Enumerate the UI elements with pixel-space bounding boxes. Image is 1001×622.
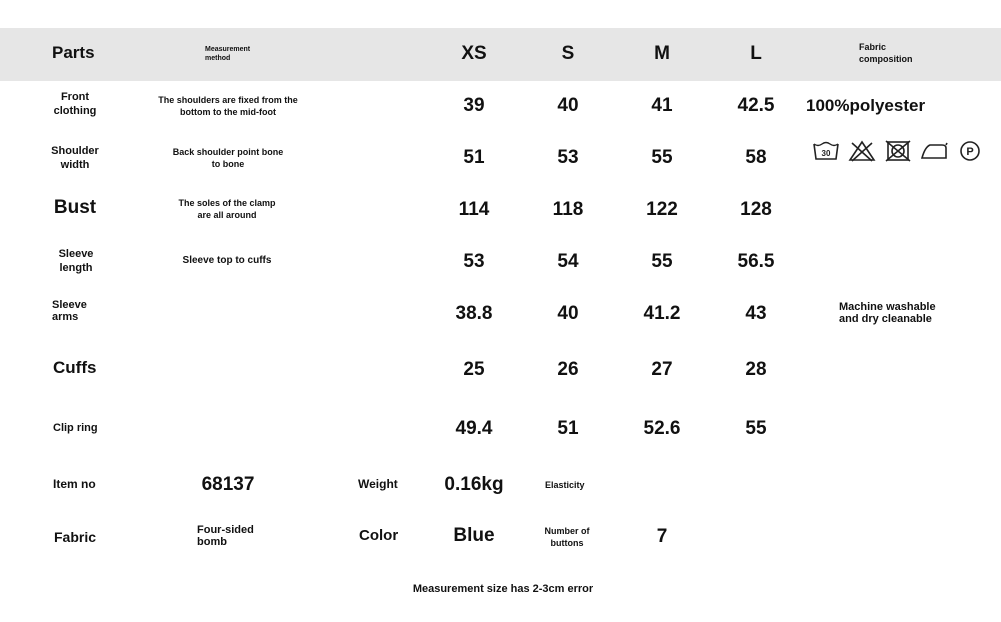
part-front-clothing: Front clothing bbox=[53, 91, 97, 117]
value-shoulder-width-s: 53 bbox=[557, 147, 579, 168]
value-shoulder-width-l: 58 bbox=[745, 147, 767, 168]
value-sleeve-arms-m: 41.2 bbox=[643, 303, 681, 324]
value-sleeve-length-l: 56.5 bbox=[737, 251, 775, 272]
value-sleeve-arms-xs: 38.8 bbox=[455, 303, 493, 324]
value-bust-s: 118 bbox=[552, 199, 584, 220]
value-sleeve-length-s: 54 bbox=[557, 251, 579, 272]
care-icons bbox=[812, 140, 984, 162]
care-note: Machine washable and dry cleanable bbox=[839, 301, 936, 325]
value-sleeve-arms-s: 40 bbox=[557, 303, 579, 324]
weight-label: Weight bbox=[358, 477, 398, 491]
method-shoulder-width: Back shoulder point bone to bone bbox=[172, 147, 284, 169]
value-front-clothing-m: 41 bbox=[651, 95, 673, 116]
part-cuffs: Cuffs bbox=[53, 358, 97, 377]
value-cuffs-l: 28 bbox=[745, 359, 767, 380]
value-sleeve-length-xs: 53 bbox=[463, 251, 485, 272]
footer-note: Measurement size has 2-3cm error bbox=[412, 583, 594, 595]
value-bust-xs: 114 bbox=[458, 199, 490, 220]
dry-clean-p-icon bbox=[956, 140, 984, 162]
header-parts: Parts bbox=[52, 43, 95, 62]
header-size-s: S bbox=[561, 43, 575, 64]
elasticity-label: Elasticity bbox=[545, 480, 585, 490]
header-size-m: M bbox=[654, 43, 670, 64]
header-band bbox=[0, 28, 1001, 81]
header-size-l: L bbox=[750, 43, 762, 64]
value-sleeve-length-m: 55 bbox=[651, 251, 673, 272]
buttons-value: 7 bbox=[656, 526, 668, 547]
value-cuffs-m: 27 bbox=[651, 359, 673, 380]
item-no-value: 68137 bbox=[201, 474, 255, 495]
fabric-value: Four-sided bomb bbox=[197, 524, 254, 548]
value-clip-ring-s: 51 bbox=[557, 418, 579, 439]
item-no-label: Item no bbox=[53, 477, 96, 491]
buttons-label: Number of buttons bbox=[544, 526, 590, 548]
value-cuffs-xs: 25 bbox=[463, 359, 485, 380]
value-sleeve-arms-l: 43 bbox=[745, 303, 767, 324]
header-size-xs: XS bbox=[461, 43, 487, 64]
value-cuffs-s: 26 bbox=[557, 359, 579, 380]
value-front-clothing-xs: 39 bbox=[463, 95, 485, 116]
part-sleeve-arms: Sleeve arms bbox=[52, 299, 87, 323]
value-bust-l: 128 bbox=[740, 199, 772, 220]
value-bust-m: 122 bbox=[646, 199, 678, 220]
dry-clean-letter: P bbox=[966, 146, 974, 158]
value-shoulder-width-m: 55 bbox=[651, 147, 673, 168]
part-bust: Bust bbox=[53, 197, 97, 218]
value-clip-ring-l: 55 bbox=[745, 418, 767, 439]
no-tumble-dry-icon bbox=[884, 140, 912, 162]
part-shoulder-width: Shoulder width bbox=[51, 145, 99, 171]
part-sleeve-length: Sleeve length bbox=[58, 248, 94, 274]
method-bust: The soles of the clamp are all around bbox=[178, 198, 276, 220]
wash-30-icon bbox=[812, 140, 840, 162]
value-shoulder-width-xs: 51 bbox=[463, 147, 485, 168]
header-fabric-composition: Fabric composition bbox=[859, 42, 913, 64]
no-bleach-icon bbox=[848, 140, 876, 162]
color-label: Color bbox=[359, 527, 399, 544]
fabric-label: Fabric bbox=[54, 529, 97, 545]
wash-temperature: 30 bbox=[821, 149, 831, 158]
method-front-clothing: The shoulders are fixed from the bottom to the mid-foot bbox=[158, 95, 298, 117]
header-method: Measurement method bbox=[205, 46, 251, 62]
part-clip-ring: Clip ring bbox=[53, 422, 98, 434]
value-clip-ring-xs: 49.4 bbox=[455, 418, 493, 439]
method-sleeve-length: Sleeve top to cuffs bbox=[182, 255, 272, 266]
iron-icon bbox=[920, 140, 948, 162]
weight-value: 0.16kg bbox=[444, 474, 504, 495]
value-front-clothing-l: 42.5 bbox=[737, 95, 775, 116]
color-value: Blue bbox=[453, 525, 495, 546]
value-front-clothing-s: 40 bbox=[557, 95, 579, 116]
fabric-composition-value: 100%polyester bbox=[806, 96, 926, 115]
value-clip-ring-m: 52.6 bbox=[643, 418, 681, 439]
